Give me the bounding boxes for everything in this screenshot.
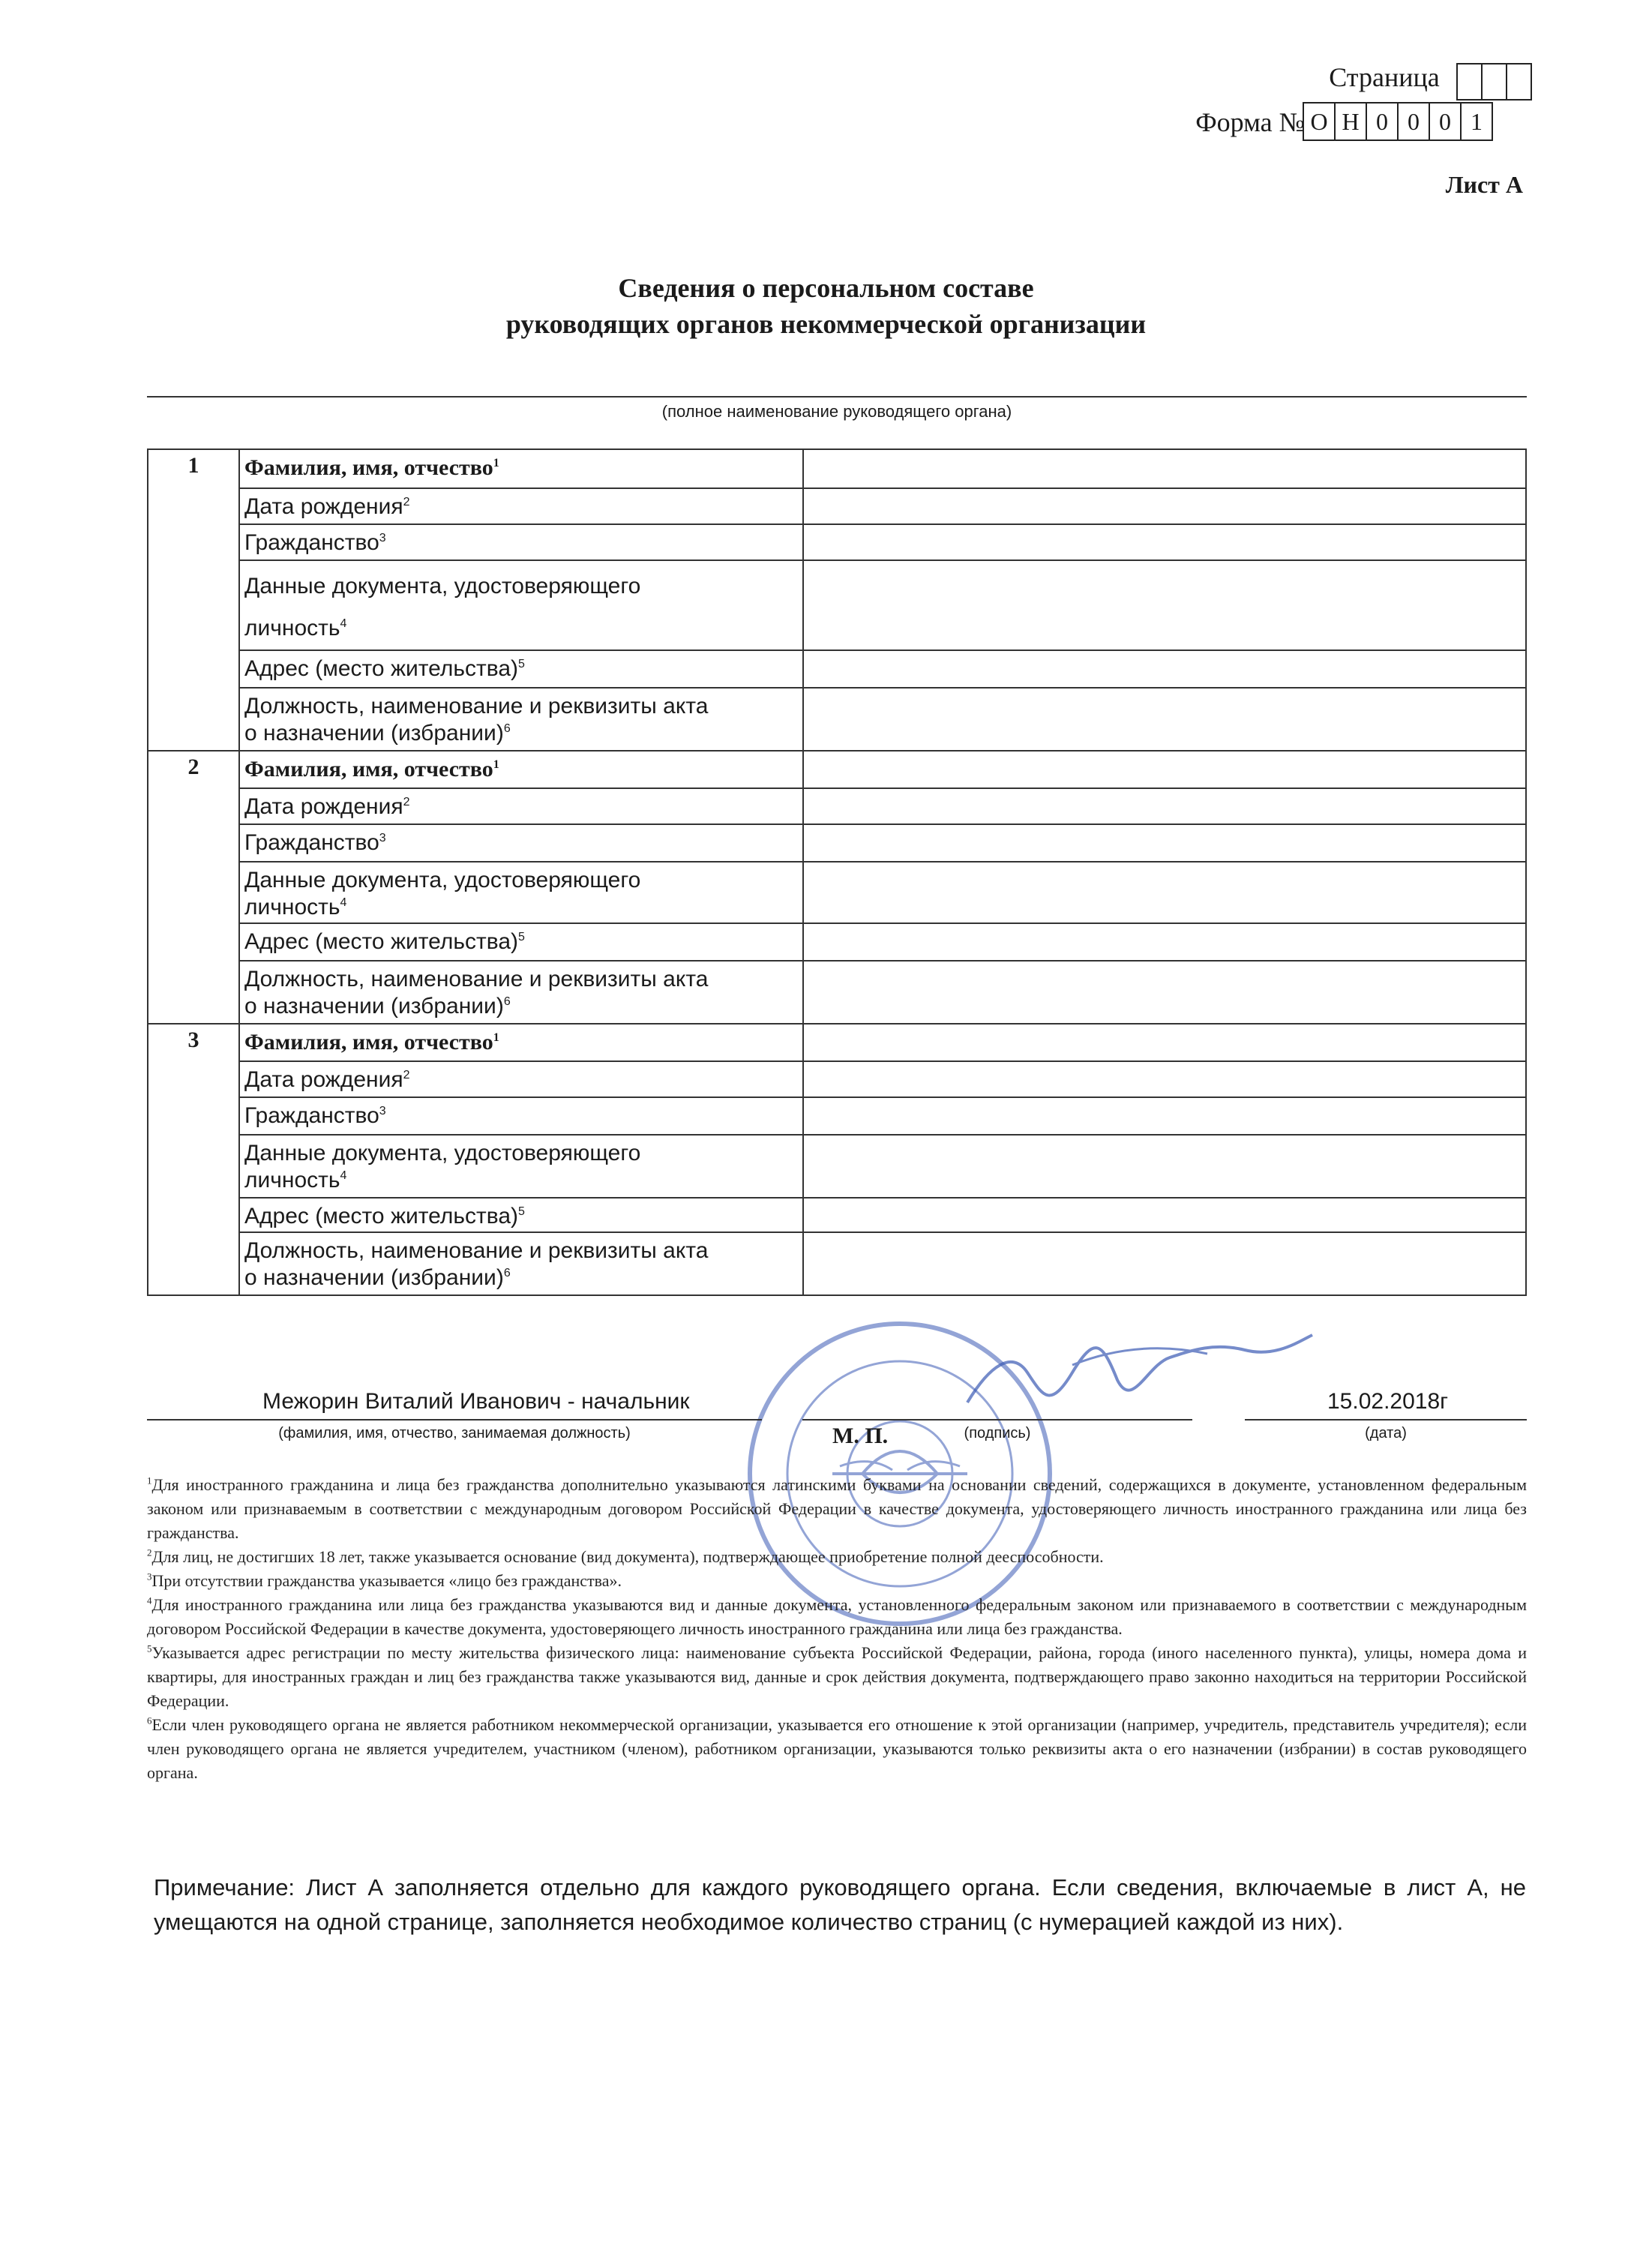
field-value[interactable] bbox=[803, 488, 1526, 524]
table-row bbox=[148, 824, 1526, 862]
note: Примечание: Лист А заполняется отдельно для каждого руководящего органа. Если сведения, включаемые в лист А, не умещаются на одной странице, заполняется необходимое количество страниц (с нумерацией каждой из них). bbox=[154, 1874, 1526, 1935]
field-value[interactable] bbox=[803, 824, 1526, 862]
field-label: Фамилия, имя, отчество$^1$ bbox=[239, 449, 803, 488]
field-value[interactable] bbox=[803, 1135, 1526, 1198]
field-label: Должность, наименование и реквизиты акта о назначении (избрании)$^6$ bbox=[239, 688, 803, 751]
page-number-boxes bbox=[1458, 63, 1532, 100]
date-line bbox=[1245, 1419, 1527, 1420]
table-row bbox=[148, 961, 1526, 1024]
field-value[interactable] bbox=[803, 862, 1526, 923]
field-label: Дата рождения$^2$ bbox=[239, 788, 803, 824]
table-row bbox=[148, 524, 1526, 560]
signature-date: 15.02.2018г bbox=[1327, 1389, 1449, 1414]
field-label: Данные документа, удостоверяющего личность$^4$ bbox=[239, 1135, 803, 1198]
field-label: Должность, наименование и реквизиты акта о назначении (избрании)$^6$ bbox=[239, 1232, 803, 1295]
table-row bbox=[148, 751, 1526, 788]
table-row bbox=[148, 1061, 1526, 1097]
member-number: 1 bbox=[148, 449, 239, 751]
table-row bbox=[148, 488, 1526, 524]
title-line-1: Сведения о персональном составе bbox=[618, 273, 1034, 303]
footnote: $^3$При отсутствии гражданства указывается «лицо без гражданства». bbox=[147, 1570, 622, 1590]
field-value[interactable] bbox=[803, 1198, 1526, 1232]
field-label: Дата рождения$^2$ bbox=[239, 1061, 803, 1097]
form-number-cell: 0 bbox=[1397, 102, 1430, 141]
member-number: 2 bbox=[148, 751, 239, 1024]
page-label: Страница bbox=[1329, 62, 1440, 92]
footnote: $^2$Для лиц, не достигших 18 лет, также указывается основание (вид документа), подтверждающее приобретение полной дееспособности. bbox=[147, 1546, 1104, 1566]
field-label: Гражданство$^3$ bbox=[239, 1097, 803, 1135]
field-label: Фамилия, имя, отчество$^1$ bbox=[239, 751, 803, 788]
field-label: Должность, наименование и реквизиты акта о назначении (избрании)$^6$ bbox=[239, 961, 803, 1024]
field-value[interactable] bbox=[803, 961, 1526, 1024]
form-number-cell: О bbox=[1303, 102, 1336, 141]
field-label: Дата рождения$^2$ bbox=[239, 488, 803, 524]
table-row bbox=[148, 923, 1526, 961]
signature-caption: (подпись) bbox=[964, 1425, 1031, 1442]
table-row bbox=[148, 862, 1526, 923]
table-row bbox=[148, 560, 1526, 650]
handwritten-signature bbox=[960, 1320, 1320, 1418]
form-number-cell: Н bbox=[1334, 102, 1367, 141]
page-title bbox=[0, 270, 1652, 342]
field-label: Данные документа, удостоверяющего личность$^4$ bbox=[239, 862, 803, 923]
form-number-cell: 1 bbox=[1460, 102, 1493, 141]
field-label: Адрес (место жительства)$^5$ bbox=[239, 923, 803, 961]
table-row bbox=[148, 1024, 1526, 1061]
footnote: $^1$Для иностранного гражданина и лица без гражданства дополнительно указываются латинскими буквами на основании сведений, содержащихся в документе, установленном федеральным законом или признаваемым в соответствии с международным договором Российской Федерации в качестве документа, удостоверяющего личность иностранного гражданина или лица без гражданства. bbox=[147, 1474, 1527, 1542]
table-row bbox=[148, 788, 1526, 824]
footnote: $^4$Для иностранного гражданина или лица без гражданства указываются вид и данные документа, установленного федеральным законом или признаваемого в соответствии с международным договором Российской Федерации в качестве документа, удостоверяющего личность иностранного гражданина или лица без гражданства. bbox=[147, 1594, 1527, 1638]
field-value[interactable] bbox=[803, 1232, 1526, 1295]
page-number-cell bbox=[1506, 63, 1532, 100]
sheet-label: Лист А bbox=[1445, 171, 1523, 198]
field-value[interactable] bbox=[803, 923, 1526, 961]
form-number-cell: 0 bbox=[1429, 102, 1462, 141]
date-caption: (дата) bbox=[1365, 1425, 1407, 1442]
footnotes bbox=[147, 1473, 1527, 1785]
organ-name-line[interactable] bbox=[147, 396, 1527, 398]
field-label: Гражданство$^3$ bbox=[239, 824, 803, 862]
table-row bbox=[148, 650, 1526, 688]
table-row bbox=[148, 449, 1526, 488]
field-value[interactable] bbox=[803, 560, 1526, 650]
footnote: $^6$Если член руководящего органа не является работником некоммерческой организации, указывается его отношение к этой организации (например, учредитель, представитель учредителя); если член руководящего органа не является учредителем, участником (членом), работником организации, указываются только реквизиты акта о его назначении (избрании) в состав руководящего органа. bbox=[147, 1714, 1527, 1782]
table-row bbox=[148, 1097, 1526, 1135]
page-number-cell bbox=[1481, 63, 1507, 100]
seal-place-label: М. П. bbox=[832, 1424, 889, 1448]
signer-name-line bbox=[147, 1419, 762, 1420]
field-value[interactable] bbox=[803, 1061, 1526, 1097]
field-label: Гражданство$^3$ bbox=[239, 524, 803, 560]
footnote: $^5$Указывается адрес регистрации по месту жительства физического лица: наименование субъекта Российской Федерации, района, города (иного населенного пункта), улицы, номера дома и квартиры, для иностранных граждан и лиц без гражданства также указываются вид, данные и срок действия документа, подтверждающего право законно находиться на территории Российской Федерации. bbox=[147, 1642, 1527, 1710]
table-row bbox=[148, 1198, 1526, 1232]
page-number-cell bbox=[1456, 63, 1483, 100]
field-value[interactable] bbox=[803, 1024, 1526, 1061]
member-number: 3 bbox=[148, 1024, 239, 1295]
field-value[interactable] bbox=[803, 650, 1526, 688]
field-value[interactable] bbox=[803, 449, 1526, 488]
organ-name-caption: (полное наименование руководящего органа) bbox=[661, 402, 1012, 421]
signer-name-caption: (фамилия, имя, отчество, занимаемая должность) bbox=[278, 1425, 631, 1442]
table-row bbox=[148, 1135, 1526, 1198]
field-value[interactable] bbox=[803, 524, 1526, 560]
field-label: Данные документа, удостоверяющего личность$^4$ bbox=[239, 560, 803, 650]
table-row bbox=[148, 1232, 1526, 1295]
form-label: Форма № bbox=[1195, 107, 1305, 137]
form-number-cell: 0 bbox=[1366, 102, 1399, 141]
signer-name: Межорин Виталий Иванович - начальник bbox=[262, 1389, 690, 1414]
title-line-2: руководящих органов некоммерческой организации bbox=[505, 309, 1147, 339]
field-label: Фамилия, имя, отчество$^1$ bbox=[239, 1024, 803, 1061]
table-row bbox=[148, 688, 1526, 751]
field-value[interactable] bbox=[803, 751, 1526, 788]
field-label: Адрес (место жительства)$^5$ bbox=[239, 650, 803, 688]
members-table bbox=[147, 448, 1527, 1296]
field-value[interactable] bbox=[803, 688, 1526, 751]
form-number-boxes bbox=[1304, 102, 1493, 141]
field-label: Адрес (место жительства)$^5$ bbox=[239, 1198, 803, 1232]
field-value[interactable] bbox=[803, 788, 1526, 824]
signature-line bbox=[802, 1419, 1192, 1420]
field-value[interactable] bbox=[803, 1097, 1526, 1135]
